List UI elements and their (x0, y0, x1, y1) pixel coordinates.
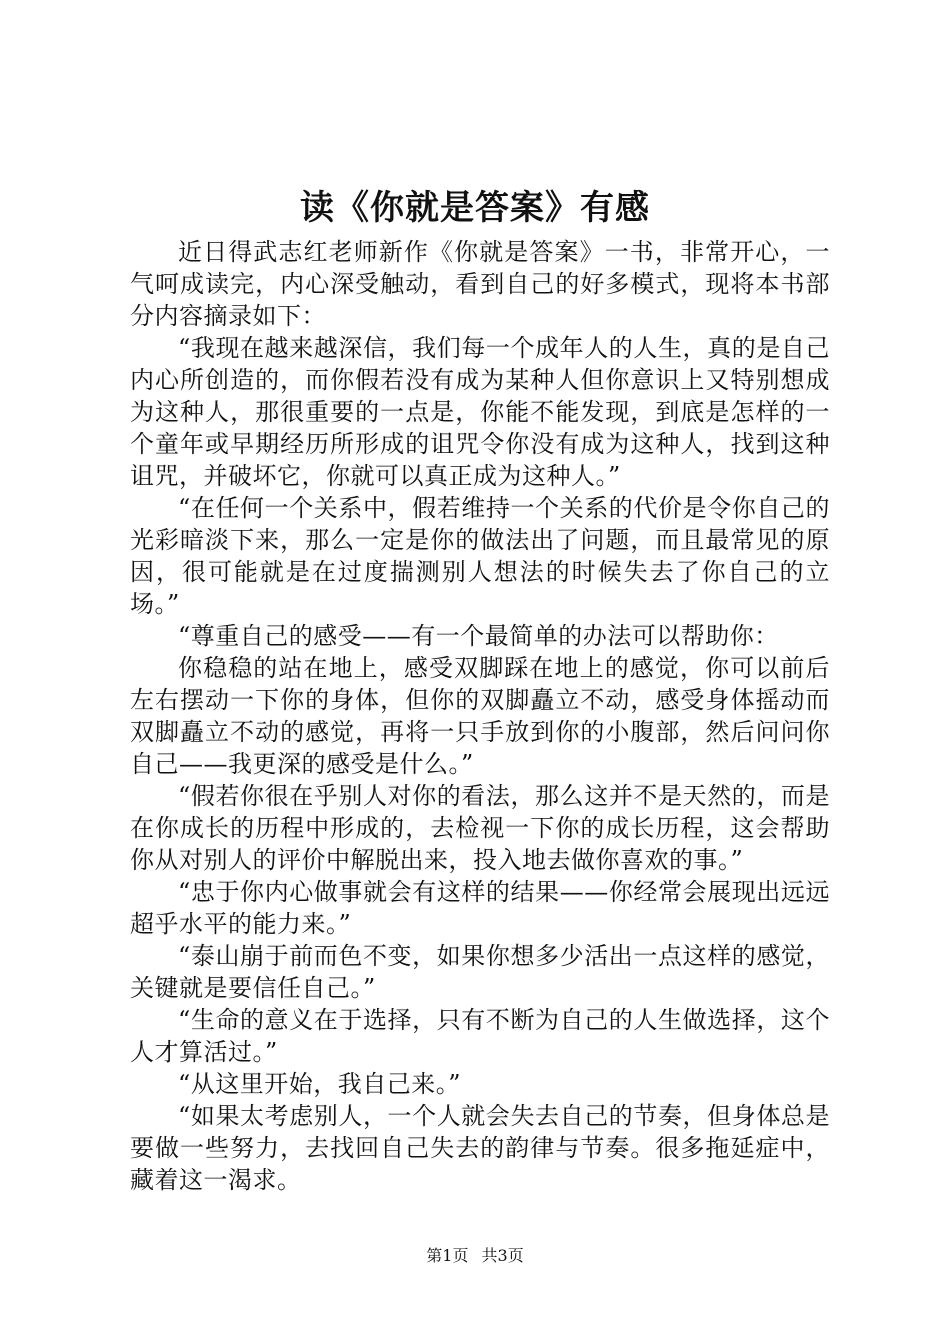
paragraph: “生命的意义在于选择，只有不断为自己的人生做选择，这个人才算活过。” (130, 1006, 830, 1066)
paragraph: “从这里开始，我自己来。” (178, 1070, 462, 1098)
paragraph: “假若你很在乎别人对你的看法，那么这并不是天然的，而是在你成长的历程中形成的，去检视一下你的成长历程，这会帮助你从对别人的评价中解脱出来，投入地去做你喜欢的事。” (130, 782, 830, 874)
paragraph: “尊重自己的感受——有一个最简单的办法可以帮助你： (178, 622, 779, 650)
paragraph: “泰山崩于前而色不变，如果你想多少活出一点这样的感觉，关键就是要信任自己。” (130, 942, 830, 1002)
paragraph: “在任何一个关系中，假若维持一个关系的代价是令你自己的光彩暗淡下来，那么一定是你的做法出了问题，而且最常见的原因，很可能就是在过度揣测别人想法的时候失去了你自己的立场。” (130, 494, 830, 618)
page-total: 共3页 (481, 1246, 524, 1265)
paragraph: “我现在越来越深信，我们每一个成年人的人生，真的是自己内心所创造的，而你假若没有成为某种人但你意识上又特别想成为这种人，那很重要的一点是，你能不能发现，到底是怎样的一个童年或早期经历所形成的诅咒令你没有成为这种人，找到这种诅咒，并破坏它，你就可以真正成为这种人。” (130, 334, 830, 490)
page-number: 第1页 (426, 1246, 469, 1265)
paragraph: “如果太考虑别人，一个人就会失去自己的节奏，但身体总是要做一些努力，去找回自己失去的韵律与节奏。很多拖延症中，藏着这一渴求。 (130, 1102, 830, 1194)
paragraph: “忠于你内心做事就会有这样的结果——你经常会展现出远远超乎水平的能力来。” (130, 878, 830, 938)
page-footer (0, 1244, 950, 1268)
document-title: 读《你就是答案》有感 (300, 188, 650, 228)
paragraph: 你稳稳的站在地上，感受双脚踩在地上的感觉，你可以前后左右摆动一下你的身体，但你的双脚矗立不动，感受身体摇动而双脚矗立不动的感觉，再将一只手放到你的小腹部，然后问问你自己——我更深的感受是什么。” (130, 654, 830, 778)
paragraph: 近日得武志红老师新作《你就是答案》一书，非常开心，一气呵成读完，内心深受触动，看到自己的好多模式，现将本书部分内容摘录如下： (130, 238, 830, 330)
document-body (130, 236, 830, 1196)
